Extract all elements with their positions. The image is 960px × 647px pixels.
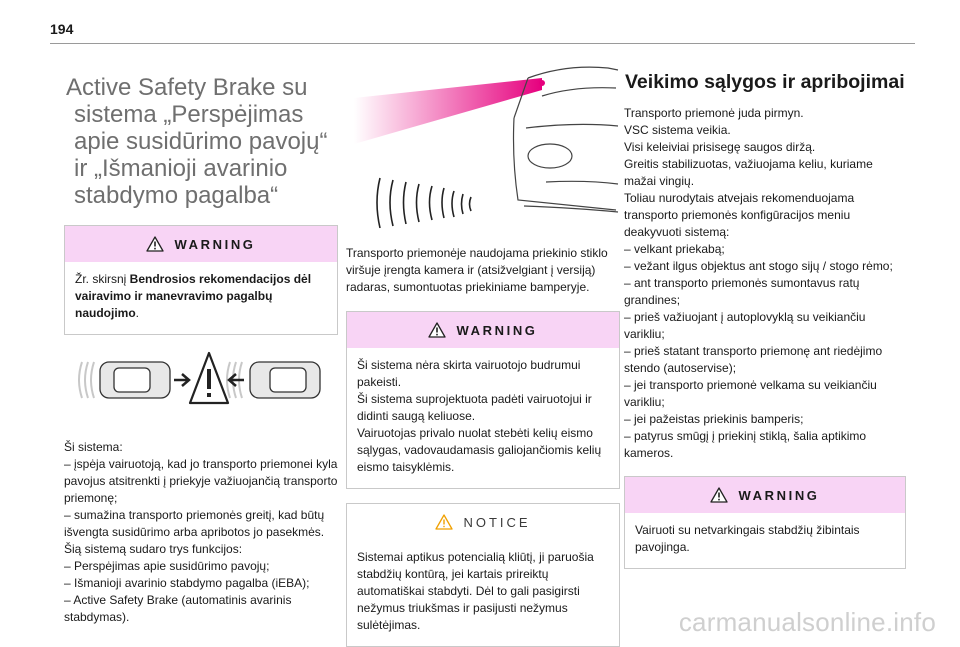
warning-text-suffix: .: [135, 306, 140, 320]
watermark: carmanualsonline.info: [678, 607, 936, 637]
warning-text: Vairuoti su netvarkingais stabdžių žibintais pavojinga.: [635, 523, 860, 554]
collision-warning-illustration: [64, 347, 338, 413]
warning-box: [64, 225, 338, 335]
section-heading: Veikimo sąlygos ir apribojimai: [625, 71, 905, 93]
warning-box: [346, 311, 620, 489]
warning-label: WARNING: [456, 322, 538, 338]
car-right: [250, 362, 320, 398]
hazard-triangle-icon: [190, 353, 228, 403]
vehicle-camera-radar-illustration: [346, 60, 620, 232]
column-middle: [346, 60, 620, 647]
warning-text-prefix: Žr. skirsnį: [75, 272, 130, 286]
warning-triangle-icon: [146, 236, 164, 252]
arrow-left: [229, 374, 244, 386]
warning-label: WARNING: [174, 236, 256, 252]
warning-header: [347, 312, 619, 348]
notice-label: NOTICE: [463, 514, 531, 530]
notice-text: Sistemai aptikus potencialią kliūtį, ji paruošia stabdžių kontūrą, jei kartais prireiktų automatiškai stabdyti. Dėl to gali pasigirsti nežymus triukšmas ir pasijusti nežymus sulėtėjimas.: [357, 550, 594, 632]
warning-triangle-icon: [710, 487, 728, 503]
header-rule: [50, 43, 915, 44]
figure-caption: Transporto priemonėje naudojama priekinio stiklo viršuje įrengta kamera ir (atsižvelgiant į versiją) radaras, sumontuotas priekiniame bamperyje.: [346, 246, 608, 294]
system-description: Ši sistema: – įspėja vairuotoją, kad jo transporto priemonei kyla pavojus atsitrenkti į priekyje važiuojančią transporto priemonę; – sumažina transporto priemonės greitį, kad būtų išvengta susidūrimo arba apribotos jo pasekmės. Šią sistemą sudaro trys funkcijos: – Perspėjimas apie susidūrimo pavojų; – Išmanioji avarinio stabdymo pagalba (iEBA); – Active Safety Brake (automatinis avarinis stabdymas).: [64, 440, 338, 624]
column-left: [64, 72, 338, 626]
page-number: 194: [50, 21, 74, 37]
warning-header: [625, 477, 905, 513]
operating-conditions-text: Transporto priemonė juda pirmyn. VSC sistema veikia. Visi keleiviai prisisegę saugos diržą. Greitis stabilizuotas, važiuojama keliu, kuriame mažai vingių. Toliau nurodytais atvejais rekomenduojama transporto priemonės konfigūracijos meniu deakyvuoti sistemą: – velkant priekabą; – vežant ilgus objektus ant stogo sijų / stogo rėmo; – ant transporto priemonės sumontavus ratų grandines; – prieš važiuojant į autoplovyklą su veikiančiu varikliu; – prieš statant transporto priemonę ant riedėjimo stendo (autoservise); – jei transporto priemonė velkama su veikiančiu varikliu; – jei pažeistas priekinis bamperis; – patyrus smūgį į priekinį stiklą, šalia aptikimo kameros.: [624, 106, 893, 460]
notice-box: [346, 503, 620, 647]
notice-header: [347, 504, 619, 540]
notice-triangle-icon: [435, 514, 453, 530]
warning-header: [65, 226, 337, 262]
warning-box: [624, 476, 906, 569]
warning-label: WARNING: [738, 487, 820, 503]
radar-waves: [377, 178, 471, 228]
camera-dot: [539, 80, 545, 86]
column-right: [624, 70, 906, 569]
warning-text: Ši sistema nėra skirta vairuotojo budrumui pakeisti. Ši sistema suprojektuota padėti vairuotojui ir didinti saugą keliuose. Vairuotojas privalo nuolat stebėti kelių eismo sąlygas, vadovaudamasis galiojančiomis kelių eismo taisyklėmis.: [357, 358, 602, 474]
warning-text: [65, 262, 337, 334]
warning-text-bold: Bendrosios rekomendacijos dėl vairavimo ir manevravimo pagalbų naudojimo: [75, 272, 312, 320]
car-left: [100, 362, 170, 398]
section-title: Active Safety Brake su sistema „Perspėjimas apie susidūrimo pavojų“ ir „Išmanioji avarinio stabdymo pagalba“: [66, 74, 328, 209]
arrow-right: [174, 374, 189, 386]
warning-triangle-icon: [428, 322, 446, 338]
